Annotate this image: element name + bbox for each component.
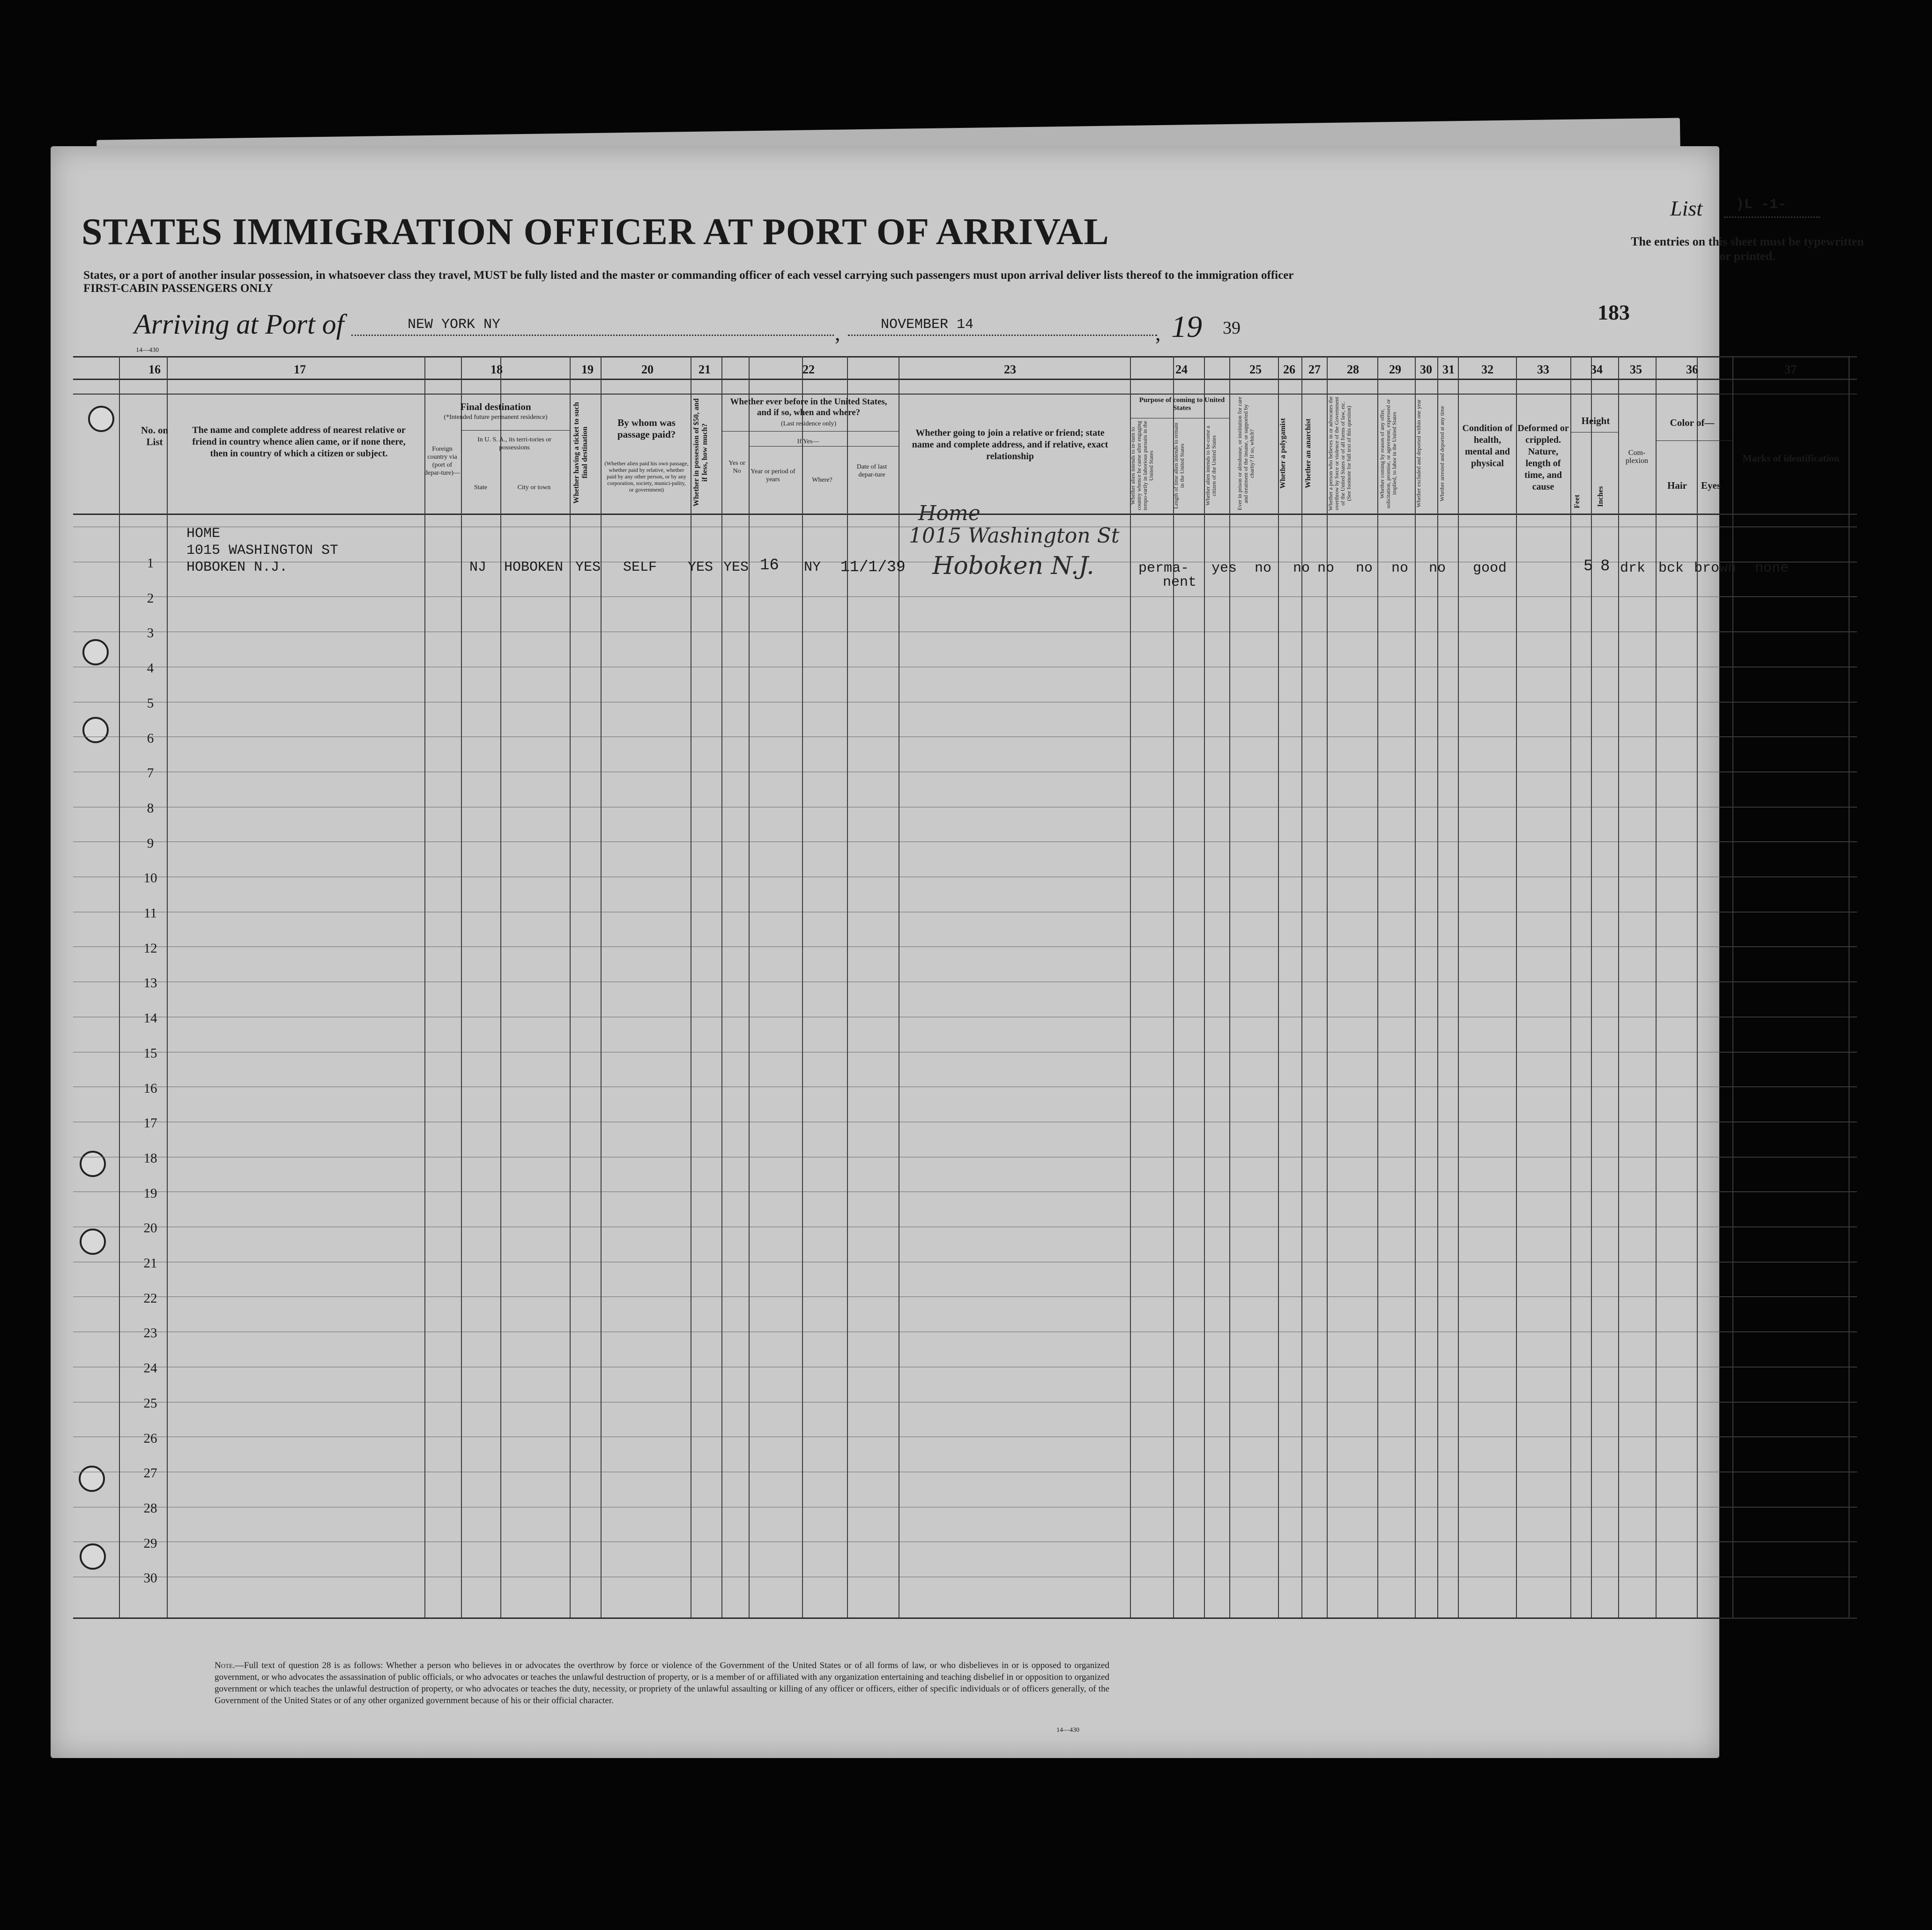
year-comma: , bbox=[1155, 321, 1161, 345]
final-destination-subrule bbox=[461, 430, 570, 431]
header-in-usa: In U. S. A., its terri-tories or possessions bbox=[477, 436, 551, 451]
form-code-top: 14—430 bbox=[136, 347, 159, 354]
header-city: City or town bbox=[517, 484, 551, 491]
col-num-28: 28 bbox=[1347, 363, 1359, 376]
column-rule bbox=[1130, 356, 1131, 1617]
header-before-in-us-note: (Last residence only) bbox=[780, 420, 837, 427]
page-title: STATES IMMIGRATION OFFICER AT PORT OF ARRIVAL bbox=[82, 211, 1109, 253]
header-year-period: Year or period of years bbox=[751, 468, 795, 483]
header-foreign-country: Foreign country via (port of depar-ture)— bbox=[424, 446, 460, 477]
row-number: 26 bbox=[143, 1431, 157, 1446]
entry-feet: 5 bbox=[1583, 558, 1593, 575]
binder-hole bbox=[80, 1151, 106, 1177]
row-number: 20 bbox=[143, 1221, 157, 1236]
entry-ticket: YES bbox=[575, 559, 601, 575]
page-number: 183 bbox=[1598, 300, 1630, 324]
entry-before: YES bbox=[723, 559, 749, 575]
column-rule bbox=[1591, 356, 1592, 1617]
entry-departure-date: 11/1/39 bbox=[840, 559, 906, 576]
header-color-of: Color of— bbox=[1670, 417, 1715, 428]
table-top-rule bbox=[73, 356, 1857, 358]
column-rule bbox=[1415, 356, 1416, 1617]
row-number: 2 bbox=[147, 590, 154, 606]
entry-hair: bck bbox=[1658, 560, 1684, 576]
column-rule bbox=[1327, 356, 1328, 1617]
row-number: 24 bbox=[143, 1361, 157, 1376]
header-prison: Ever in prison or almshouse, or institution for care and treatment of the insane, or supported by charity? If so, which? bbox=[1236, 396, 1255, 511]
col-num-19: 19 bbox=[581, 363, 594, 376]
header-eyes: Eyes bbox=[1701, 480, 1721, 491]
entry-joining-hand2: 1015 Washington St bbox=[909, 524, 1120, 548]
col-num-27: 27 bbox=[1308, 363, 1321, 376]
port-dotline bbox=[351, 335, 834, 336]
header-top-rule bbox=[73, 394, 1857, 395]
row-number: 27 bbox=[143, 1466, 157, 1481]
column-number-rule bbox=[73, 379, 1857, 380]
header-if-yes: If Yes— bbox=[797, 438, 819, 445]
header-yes-no: Yes or No bbox=[728, 460, 745, 475]
column-rule bbox=[1570, 356, 1571, 1617]
header-feet: Feet bbox=[1573, 494, 1581, 508]
color-subrule bbox=[1656, 440, 1732, 441]
column-rule bbox=[802, 356, 803, 1617]
column-rule bbox=[721, 356, 722, 1617]
header-ticket: Whether having a ticket to such final destination bbox=[572, 402, 589, 504]
row-number: 5 bbox=[147, 695, 154, 711]
binder-hole bbox=[80, 1229, 106, 1255]
date-dotline bbox=[848, 335, 1157, 336]
col-num-34: 34 bbox=[1590, 363, 1603, 376]
column-rule bbox=[601, 356, 602, 1617]
row-number: 25 bbox=[143, 1395, 157, 1411]
entry-money: YES bbox=[688, 559, 713, 575]
column-rule bbox=[1697, 356, 1698, 1617]
binder-hole bbox=[82, 639, 109, 665]
row-number: 14 bbox=[143, 1011, 157, 1026]
footnote-question-28 bbox=[215, 1660, 1109, 1706]
header-marks: Marks of identification bbox=[1742, 453, 1840, 464]
manifest-sheet bbox=[51, 146, 1719, 1758]
header-polygamist: Whether a polygamist bbox=[1279, 418, 1287, 489]
row-number: 22 bbox=[143, 1290, 157, 1306]
row-number: 9 bbox=[147, 835, 154, 851]
column-rule bbox=[1458, 356, 1459, 1617]
row-number: 10 bbox=[143, 871, 157, 886]
row-number: 3 bbox=[147, 626, 154, 641]
header-before-in-us: Whether ever before in the United States, and if so, when and where? bbox=[730, 397, 887, 417]
entry-citizen: yes bbox=[1211, 560, 1237, 576]
column-rule bbox=[1278, 356, 1279, 1617]
entry-paid-by: SELF bbox=[623, 559, 657, 575]
entry-city: HOBOKEN bbox=[504, 559, 564, 575]
header-complexion: Com-plexion bbox=[1626, 449, 1648, 465]
col-num-36: 36 bbox=[1686, 363, 1698, 376]
header-health: Condition of health, mental and physical bbox=[1462, 423, 1513, 469]
col-num-21: 21 bbox=[698, 363, 711, 376]
subtitle: States, or a port of another insular possession, in whatsoever class they travel, MUST be fully listed and the master or commanding officer of each vessel carrying such passengers must upon arrival deliver lists thereof to the immigration officer bbox=[83, 269, 1294, 282]
header-purpose-a: Whether alien intends to re-turn to country whence he came after engaging tempo-rarily in laborious pursuits in the United States bbox=[1129, 421, 1154, 511]
year-prefix: 19 bbox=[1171, 310, 1202, 344]
header-q28: Whether a person who believes in or advocates the overthrow by force or violence of the Government of the United States or of all forms of law, etc. (See footnote for full text of this question) bbox=[1327, 396, 1352, 511]
col-num-26: 26 bbox=[1283, 363, 1295, 376]
port-value: NEW YORK NY bbox=[408, 317, 501, 333]
date-value: NOVEMBER 14 bbox=[881, 317, 974, 333]
before-us-subrule bbox=[721, 431, 899, 432]
row-number: 17 bbox=[143, 1116, 157, 1131]
entries-note: The entries on this sheet must be typewritten or printed. bbox=[1631, 235, 1864, 263]
row-number: 12 bbox=[143, 940, 157, 956]
entry-health: good bbox=[1473, 560, 1507, 576]
list-dotline bbox=[1724, 216, 1820, 218]
column-rule bbox=[1229, 356, 1230, 1617]
column-rule bbox=[1377, 356, 1378, 1617]
column-rule bbox=[1301, 356, 1302, 1617]
entry-marks: none bbox=[1755, 560, 1789, 576]
row-number: 13 bbox=[143, 976, 157, 991]
if-yes-subrule bbox=[749, 446, 899, 447]
date-comma: , bbox=[835, 321, 840, 345]
row-number: 29 bbox=[143, 1535, 157, 1551]
year-suffix: 39 bbox=[1223, 318, 1241, 338]
col-num-32: 32 bbox=[1481, 363, 1494, 376]
row-number: 21 bbox=[143, 1256, 157, 1271]
header-no-on-list: No. on List bbox=[141, 425, 169, 447]
header-anarchist: Whether an anarchist bbox=[1304, 418, 1312, 489]
row-number: 28 bbox=[143, 1500, 157, 1516]
column-rule bbox=[461, 356, 462, 1617]
footnote-label: Note. bbox=[215, 1661, 235, 1670]
entry-q29: no bbox=[1391, 560, 1409, 576]
header-q29: Whether coming by reason of any offer, solicitation, promise, or agreement, expressed or implied, to labor in the United States bbox=[1379, 399, 1397, 508]
entry-relative-line3: HOBOKEN N.J. bbox=[186, 559, 288, 575]
entry-joining-hand1: Home bbox=[918, 501, 981, 525]
header-purpose-c: Whether alien intends to be-come a citizen of the United States bbox=[1204, 425, 1217, 506]
col-num-30: 30 bbox=[1420, 363, 1432, 376]
binder-hole bbox=[79, 1466, 105, 1492]
col-num-22: 22 bbox=[803, 363, 815, 376]
entry-complexion: drk bbox=[1620, 560, 1646, 576]
column-rule bbox=[500, 356, 501, 1617]
row-number: 16 bbox=[143, 1081, 157, 1096]
entry-inches: 8 bbox=[1600, 558, 1610, 575]
header-date-departure: Date of last depar-ture bbox=[856, 463, 887, 478]
header-final-destination-note: (*Intended future permanent residence) bbox=[444, 414, 548, 421]
column-rule bbox=[1204, 356, 1205, 1617]
entry-q28: no bbox=[1356, 560, 1373, 576]
row-number: 1 bbox=[147, 556, 154, 571]
column-rule bbox=[1173, 356, 1174, 1617]
entry-relative-line2: 1015 WASHINGTON ST bbox=[186, 543, 339, 559]
col-num-23: 23 bbox=[1004, 363, 1016, 376]
footnote-text: —Full text of question 28 is as follows: Whether a person who believes in or advocates the overthrow by force or violence of the Government of the United States or of all forms of law, or who disbelieves in or is opposed to organized government, or who advocates the assassination of public officials, or who advocates or teaches the unlawful destruction of property, or is a member of or affiliated with any organization entertaining and teaching disbelief in or opposition to organized government or which teaches the unlawful destruction of property, or who advocates or teaches the duty, necessity, or propriety of the unlawful assaulting or killing of any officer or officers, either of specific individuals or of officers generally, of the Government of the United States or of any other organized government because of his or their official character. bbox=[215, 1661, 1109, 1706]
arriving-label: Arriving at Port of bbox=[134, 309, 344, 340]
header-hair: Hair bbox=[1667, 480, 1687, 491]
class-line: FIRST-CABIN PASSENGERS ONLY bbox=[83, 282, 273, 295]
header-passage-paid: By whom was passage paid? bbox=[617, 417, 676, 440]
header-deformed: Deformed or crippled. Nature, length of time, and cause bbox=[1517, 423, 1569, 492]
row-rule bbox=[73, 946, 1857, 947]
binder-hole bbox=[82, 717, 109, 743]
list-label: List bbox=[1670, 196, 1703, 220]
entry-purpose-line1: perma- bbox=[1138, 560, 1189, 576]
list-value: )L -1- bbox=[1736, 197, 1787, 213]
col-num-31: 31 bbox=[1442, 363, 1455, 376]
entry-anarchist: no bbox=[1317, 560, 1335, 576]
header-nearest-relative: The name and complete address of nearest relative or friend in country whence alien came, or if none there, then in country of which a citizen or subject. bbox=[192, 425, 406, 459]
column-rule bbox=[424, 356, 425, 1617]
header-purpose-b: Length of time alien intends to remain in the United States bbox=[1173, 423, 1185, 509]
col-num-37: 37 bbox=[1784, 363, 1797, 376]
row-number: 8 bbox=[147, 800, 154, 816]
header-inches: Inches bbox=[1597, 486, 1605, 507]
row-number: 18 bbox=[143, 1150, 157, 1166]
header-q30: Whether excluded and deported within one year bbox=[1415, 399, 1422, 508]
col-num-24: 24 bbox=[1175, 363, 1188, 376]
binder-hole bbox=[80, 1543, 106, 1570]
row-rule bbox=[73, 596, 1857, 597]
header-where: Where? bbox=[812, 477, 832, 484]
header-money: Whether in possession of $50, and if less, how much? bbox=[692, 398, 709, 507]
row-number: 7 bbox=[147, 766, 154, 781]
header-purpose: Purpose of coming to United States bbox=[1139, 396, 1225, 412]
col-num-18: 18 bbox=[490, 363, 503, 376]
col-num-35: 35 bbox=[1630, 363, 1642, 376]
column-rule bbox=[1849, 356, 1850, 1617]
entry-prison: no bbox=[1255, 560, 1272, 576]
row-number: 19 bbox=[143, 1185, 157, 1201]
entry-joining-hand3: Hoboken N.J. bbox=[932, 552, 1094, 580]
header-final-destination: Final destination bbox=[460, 401, 531, 412]
entry-q30: no bbox=[1429, 560, 1446, 576]
header-height: Height bbox=[1581, 415, 1610, 426]
row-number: 23 bbox=[143, 1326, 157, 1341]
entry-relative-line1: HOME bbox=[186, 526, 221, 542]
column-rule bbox=[1618, 356, 1619, 1617]
row-number: 6 bbox=[147, 730, 154, 746]
row-number: 30 bbox=[143, 1571, 157, 1586]
column-rule bbox=[570, 356, 571, 1617]
column-rule bbox=[749, 356, 750, 1617]
header-passage-paid-note: (Whether alien paid his own passage, whether paid by relative, whether paid by any other person, or by any corporation, society, munici-pality, or government) bbox=[604, 460, 689, 493]
col-num-20: 20 bbox=[641, 363, 654, 376]
column-rule bbox=[1437, 356, 1438, 1617]
column-rule bbox=[1656, 356, 1657, 1617]
entry-where: NY bbox=[804, 559, 821, 575]
column-rule bbox=[1516, 356, 1517, 1617]
col-num-17: 17 bbox=[294, 363, 306, 376]
row-number: 4 bbox=[147, 661, 154, 676]
entry-eyes: brown bbox=[1694, 560, 1737, 576]
binder-hole bbox=[88, 406, 114, 432]
header-joining: Whether going to join a relative or friend; state name and complete address, and if relative, exact relationship bbox=[912, 428, 1108, 462]
entry-polygamist: no bbox=[1293, 560, 1310, 576]
col-num-29: 29 bbox=[1389, 363, 1401, 376]
entry-purpose-line2: nent bbox=[1163, 574, 1197, 590]
col-num-33: 33 bbox=[1537, 363, 1549, 376]
col-num-16: 16 bbox=[149, 363, 161, 376]
entry-state: NJ bbox=[469, 559, 487, 575]
entry-years: 16 bbox=[760, 557, 779, 574]
column-rule bbox=[847, 356, 848, 1617]
column-rule bbox=[1732, 356, 1733, 1617]
form-code-bottom: 14—430 bbox=[1056, 1727, 1079, 1734]
header-state: State bbox=[474, 484, 487, 491]
row-number: 11 bbox=[144, 906, 157, 921]
header-q31: Whether arrested and deported at any time bbox=[1439, 406, 1445, 501]
row-number: 15 bbox=[143, 1045, 157, 1061]
col-num-25: 25 bbox=[1249, 363, 1262, 376]
table-bottom-rule bbox=[73, 1617, 1857, 1619]
